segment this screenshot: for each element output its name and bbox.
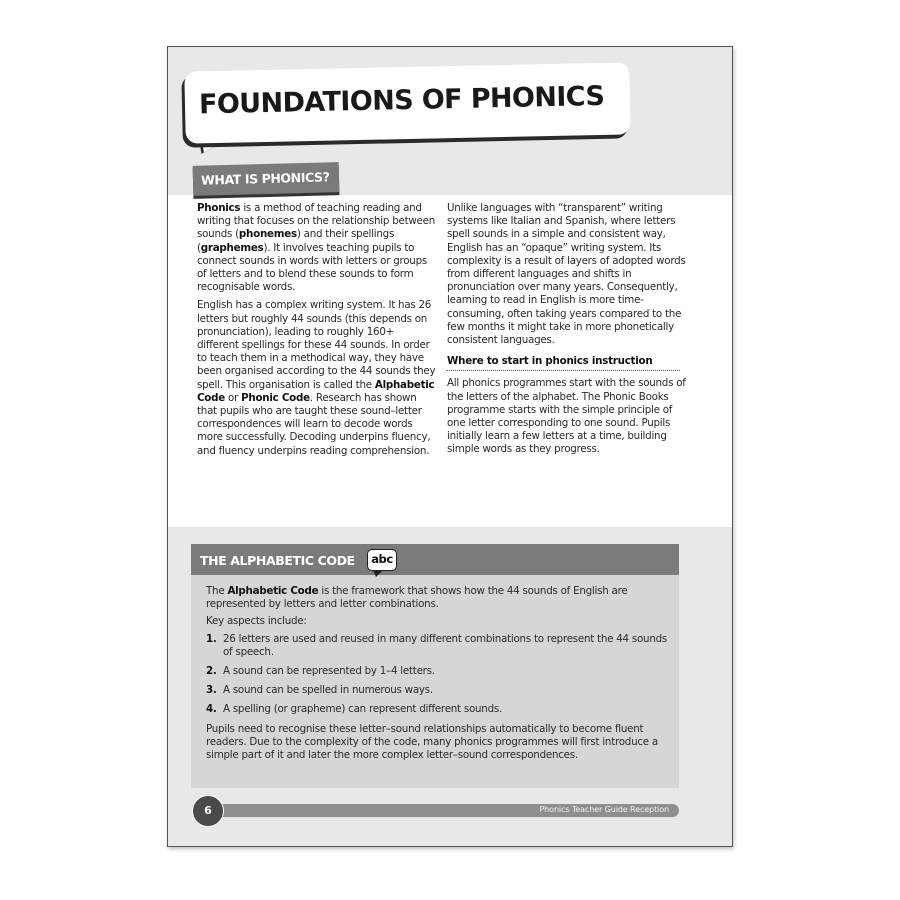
section-heading-alphabetic-code: THE ALPHABETIC CODE bbox=[200, 553, 355, 568]
list-number: 1. bbox=[206, 632, 217, 645]
bold-term: Phonic Code bbox=[241, 391, 310, 404]
text-run: The bbox=[206, 585, 228, 597]
text-run: or bbox=[225, 391, 242, 404]
abc-speech-icon: abc bbox=[367, 549, 397, 571]
paragraph-phonics-programmes: All phonics programmes start with the sounds of the letters of the alphabet. The Phonic Books programme starts with the simple principle of one letter corresponding to one sound. Pupils initially learn a few letters at a time, building simple words as they progress. bbox=[447, 377, 686, 456]
page-title: FOUNDATIONS OF PHONICS bbox=[198, 80, 605, 121]
bold-term: phonemes bbox=[238, 228, 297, 241]
list-item bbox=[206, 633, 671, 659]
list-text: A spelling (or grapheme) can represent different sounds. bbox=[223, 703, 503, 716]
list-number: 2. bbox=[206, 665, 217, 678]
left-column bbox=[197, 202, 437, 463]
paragraph-phonics-definition bbox=[197, 202, 437, 294]
bold-term: Alphabetic Code bbox=[227, 585, 319, 597]
list-item bbox=[206, 665, 671, 678]
abc-bubble-tail bbox=[373, 570, 383, 577]
document-page bbox=[167, 46, 733, 847]
list-number: 3. bbox=[206, 684, 217, 697]
paragraph-english-writing-system bbox=[197, 299, 437, 457]
bold-term: graphemes bbox=[200, 241, 264, 254]
bold-term: Phonics bbox=[197, 202, 241, 214]
text-run: is a method of teaching reading and writing that focuses on the relationship between sounds ( bbox=[197, 202, 435, 241]
key-aspects-label: Key aspects include: bbox=[206, 615, 307, 628]
paragraph-alphabetic-code-outro: Pupils need to recognise these letter–sound relationships automatically to become fluent readers. Due to the complexity of the code, many phonics programmes will first introduce a simple part of it and later the more complex letter–sound correspondences. bbox=[206, 722, 658, 762]
text-run: English has a complex writing system. It has 26 letters but roughly 44 sounds (this depends on pronunciation), leading to roughly 160+ different spellings for these 44 sounds. In order to teach them in a methodical way, they have been organised according to the 44 sounds they spell. This organisation is called the bbox=[197, 299, 436, 391]
page-number-badge: 6 bbox=[192, 795, 224, 827]
subheading-where-to-start: Where to start in phonics instruction bbox=[447, 355, 680, 371]
text-run: . Research has shown that pupils who are taught these sound–letter correspondences will learn to decode words more successfully. Decoding underpins fluency, and fluency underpins reading comprehension. bbox=[197, 391, 431, 457]
list-text: A sound can be represented by 1–4 letters. bbox=[223, 665, 435, 678]
list-number: 4. bbox=[206, 703, 217, 716]
footer-bar bbox=[198, 804, 679, 817]
alphabetic-code-body bbox=[206, 585, 671, 766]
alphabetic-code-header bbox=[191, 544, 679, 575]
text-run: ). It involves teaching pupils to connect sounds in words with letters or groups of letters and to blend these sounds to form recognisable words. bbox=[197, 241, 427, 294]
title-speech-bubble bbox=[185, 67, 630, 167]
list-item bbox=[206, 684, 671, 697]
alphabetic-code-box bbox=[191, 544, 679, 788]
list-item bbox=[206, 703, 671, 716]
section-heading-label: WHAT IS PHONICS? bbox=[200, 169, 330, 188]
bold-term: Alphabetic Code bbox=[197, 378, 435, 404]
paragraph-alphabetic-code-intro bbox=[206, 585, 671, 611]
section-heading-what-is-phonics bbox=[193, 162, 340, 196]
list-text: A sound can be spelled in numerous ways. bbox=[223, 684, 433, 697]
list-text: 26 letters are used and reused in many different combinations to represent the 44 sounds of speech. bbox=[223, 632, 668, 658]
footer-book-title: Phonics Teacher Guide Reception bbox=[539, 805, 669, 814]
key-aspects-list bbox=[206, 633, 671, 717]
text-run: is the framework that shows how the 44 sounds of English are represented by letters and letter combinations. bbox=[206, 585, 628, 611]
paragraph-transparent-languages: Unlike languages with “transparent” writing systems like Italian and Spanish, where letters spell sounds in a simple and consistent way, English has an “opaque” writing system. Its complexity is a result of layers of adopted words from different languages and shifts in pronunciation over many years. Consequently, learning to read in English is more time-consuming, often taking years compared to the few months it might take in more phonetically consistent languages. bbox=[447, 202, 686, 347]
right-column bbox=[447, 202, 687, 462]
text-run: ) and their spellings ( bbox=[197, 228, 395, 254]
